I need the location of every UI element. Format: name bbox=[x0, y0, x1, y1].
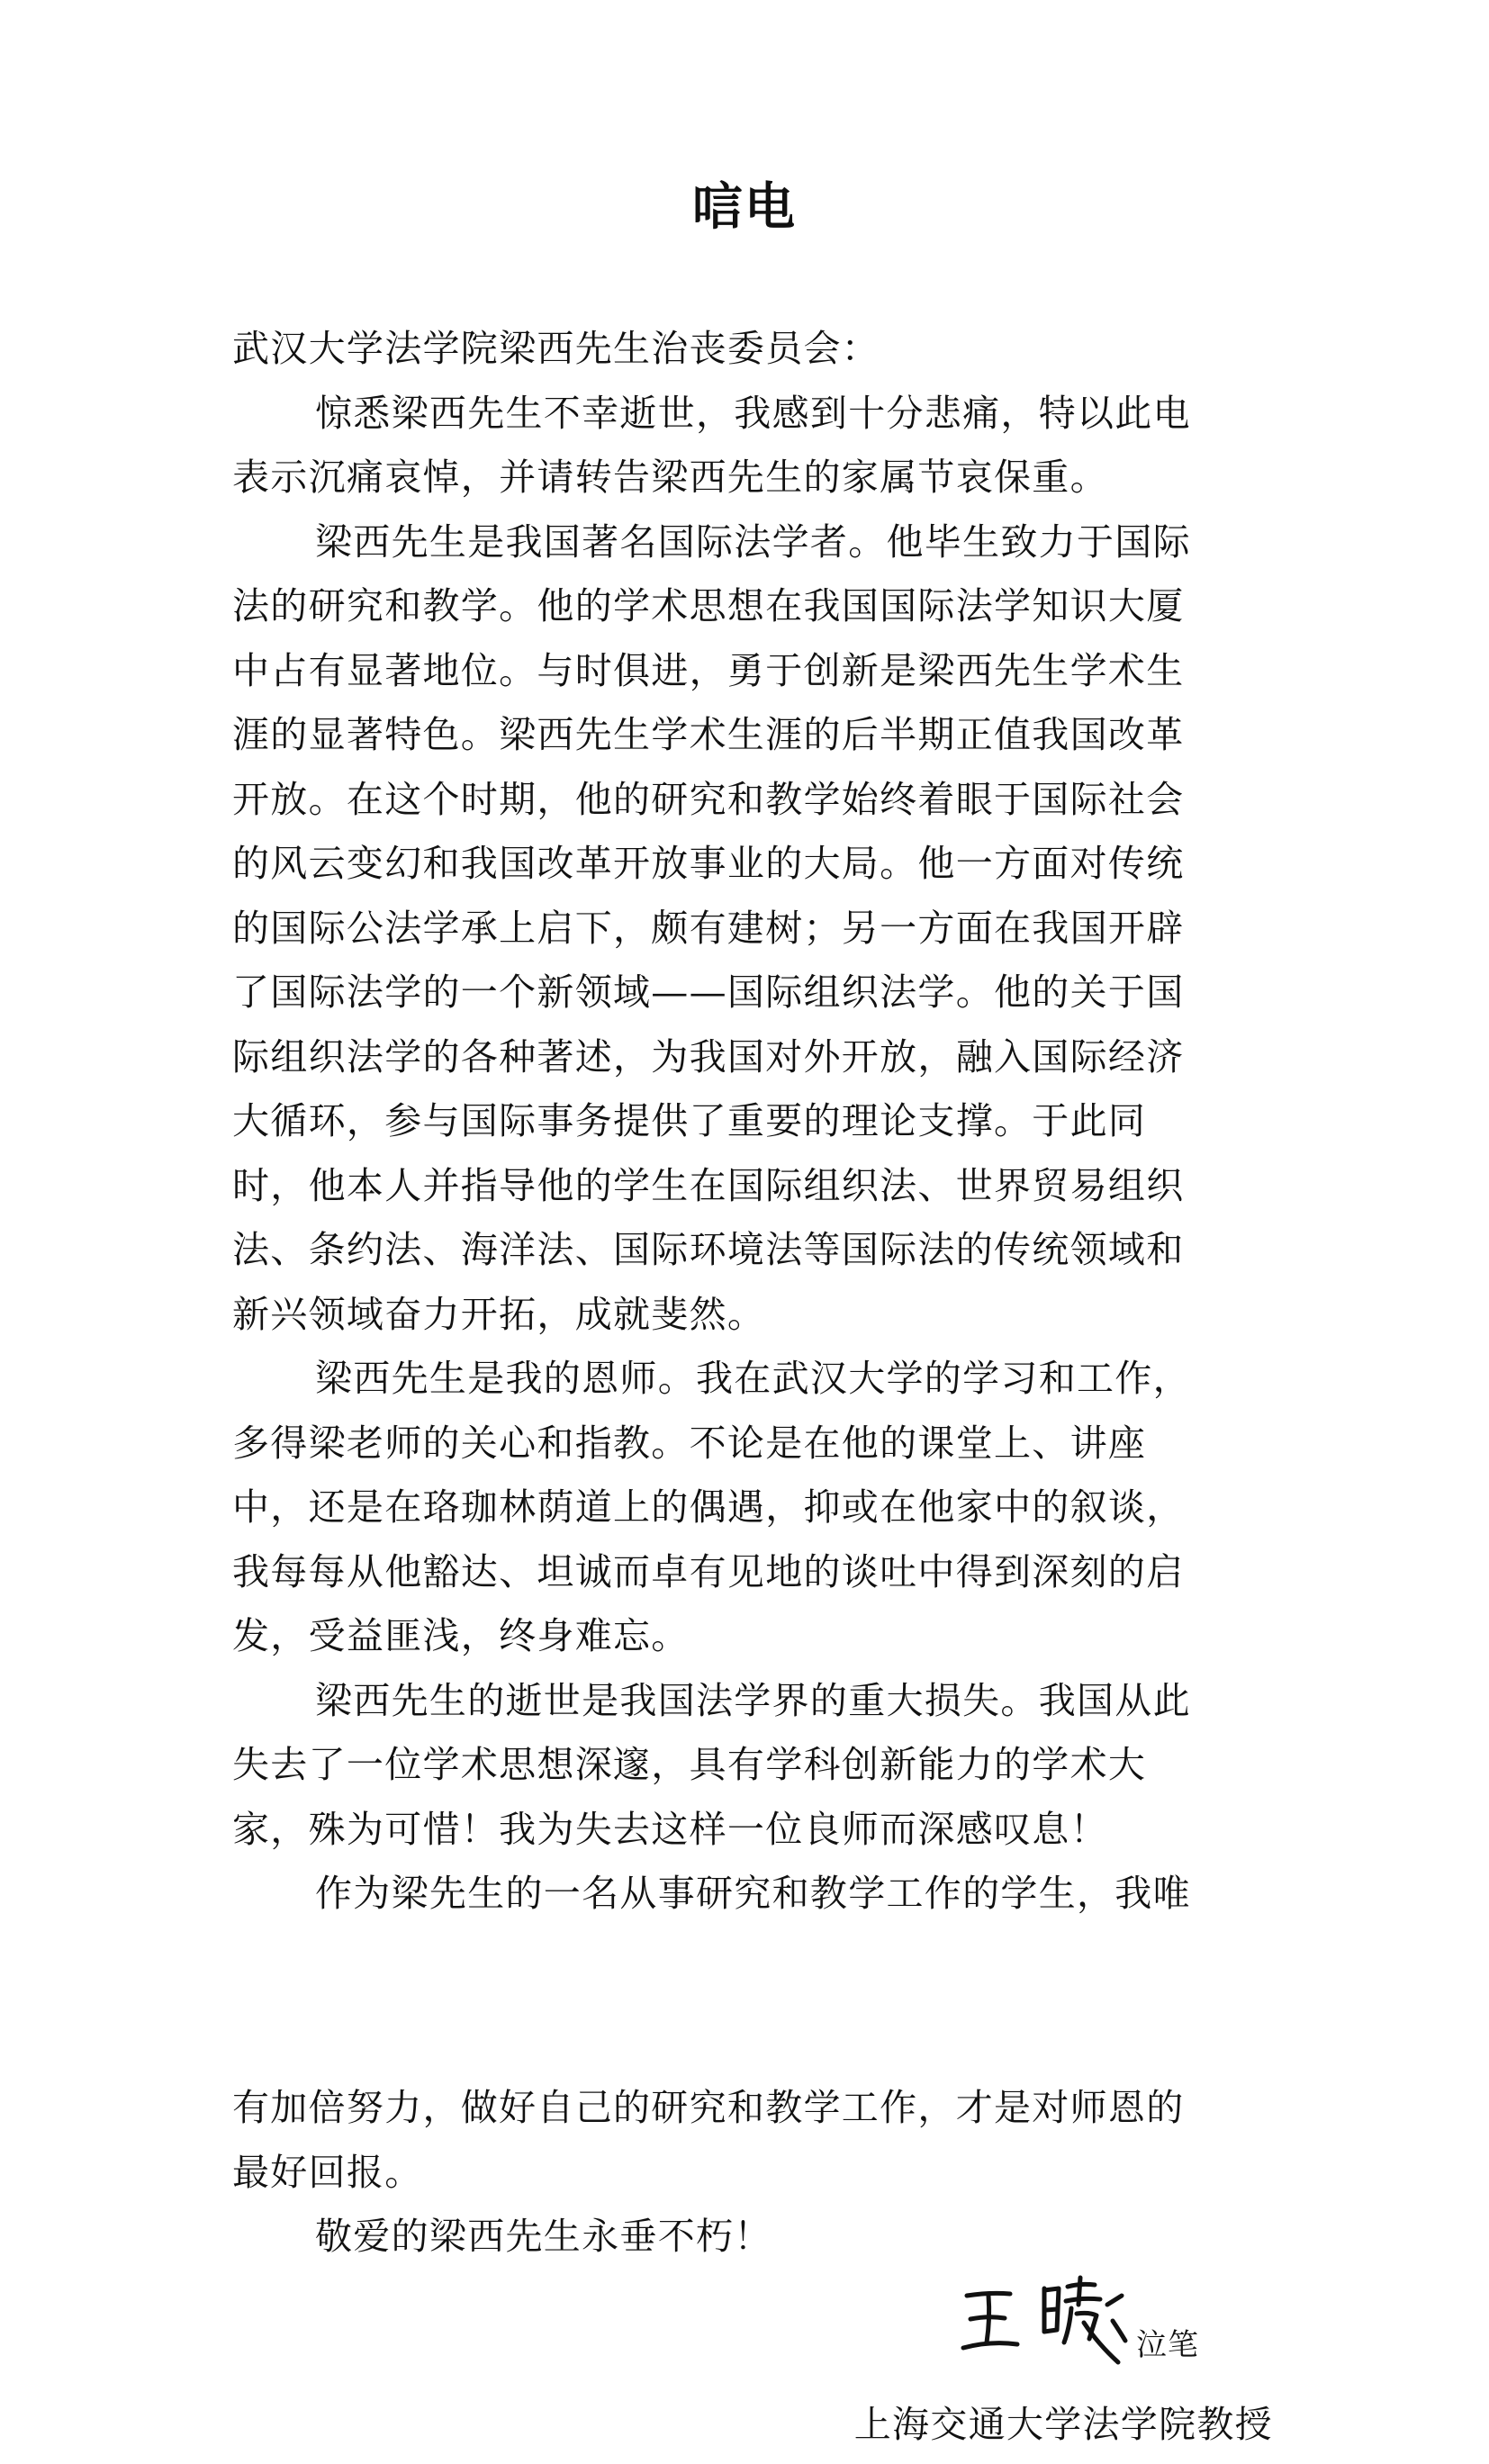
letter-line: 时，他本人并指导他的学生在国际组织法、世界贸易组织 bbox=[232, 1163, 1185, 1207]
letter-line: 的风云变幻和我国改革开放事业的大局。他一方面对传统 bbox=[232, 842, 1185, 885]
letter-body-part-2 bbox=[232, 2076, 1259, 2270]
letter-line: 中，还是在珞珈林荫道上的偶遇，抑或在他家中的叙谈， bbox=[232, 1485, 1185, 1529]
letter-line: 法的研究和教学。他的学术思想在我国国际法学知识大厦 bbox=[232, 584, 1185, 627]
signer-affiliation: 上海交通大学法学院教授 bbox=[853, 2403, 1273, 2446]
letter-line: 际组织法学的各种著述，为我国对外开放，融入国际经济 bbox=[232, 1034, 1185, 1079]
letter-line: 了国际法学的一个新领域——国际组织法学。他的关于国 bbox=[232, 970, 1185, 1014]
letter-line: 新兴领域奋力开拓，成就斐然。 bbox=[232, 1292, 766, 1336]
letter-line: 多得梁老师的关心和指教。不论是在他的课堂上、讲座 bbox=[232, 1421, 1147, 1465]
letter-line: 梁西先生是我国著名国际法学者。他毕生致力于国际 bbox=[315, 519, 1191, 564]
letter-line: 有加倍努力，做好自己的研究和教学工作，才是对师恩的 bbox=[232, 2086, 1185, 2129]
letter-line: 涯的显著特色。梁西先生学术生涯的后半期正值我国改革 bbox=[232, 713, 1185, 756]
letter-line: 梁西先生是我的恩师。我在武汉大学的学习和工作， bbox=[315, 1357, 1191, 1400]
letter-line: 家，殊为可惜！我为失去这样一位良师而深感叹息！ bbox=[232, 1807, 1108, 1851]
letter-line: 表示沉痛哀悼，并请转告梁西先生的家属节哀保重。 bbox=[232, 456, 1108, 499]
letter-line: 作为梁先生的一名从事研究和教学工作的学生，我唯 bbox=[315, 1872, 1191, 1915]
letter-line: 敬爱的梁西先生永垂不朽！ bbox=[315, 2215, 772, 2258]
letter-line: 开放。在这个时期，他的研究和教学始终着眼于国际社会 bbox=[232, 777, 1185, 821]
letter-line: 发，受益匪浅，终身难忘。 bbox=[232, 1614, 690, 1657]
letter-line: 最好回报。 bbox=[232, 2150, 423, 2194]
letter-line: 中占有显著地位。与时俱进，勇于创新是梁西先生学术生 bbox=[232, 648, 1185, 692]
letter-line: 我每每从他豁达、坦诚而卓有见地的谈吐中得到深刻的启 bbox=[232, 1549, 1185, 1593]
letter-line: 失去了一位学术思想深邃，具有学科创新能力的学术大 bbox=[232, 1743, 1147, 1786]
signature-image bbox=[954, 2269, 1134, 2377]
letter-line: 武汉大学法学院梁西先生治丧委员会： bbox=[232, 327, 880, 370]
document-title: 唁电 bbox=[692, 177, 797, 237]
signature-note: 泣笔 bbox=[1136, 2327, 1199, 2363]
letter-line: 法、条约法、海洋法、国际环境法等国际法的传统领域和 bbox=[232, 1228, 1185, 1271]
letter-line: 梁西先生的逝世是我国法学界的重大损失。我国从此 bbox=[315, 1678, 1191, 1722]
letter-line: 的国际公法学承上启下，颇有建树；另一方面在我国开辟 bbox=[232, 906, 1185, 950]
letter-line: 惊悉梁西先生不幸逝世，我感到十分悲痛，特以此电 bbox=[315, 391, 1191, 435]
handwritten-signature bbox=[954, 2269, 1296, 2386]
letter-line: 大循环，参与国际事务提供了重要的理论支撑。于此同 bbox=[232, 1099, 1147, 1142]
letter-body-part-1 bbox=[232, 317, 1259, 1927]
